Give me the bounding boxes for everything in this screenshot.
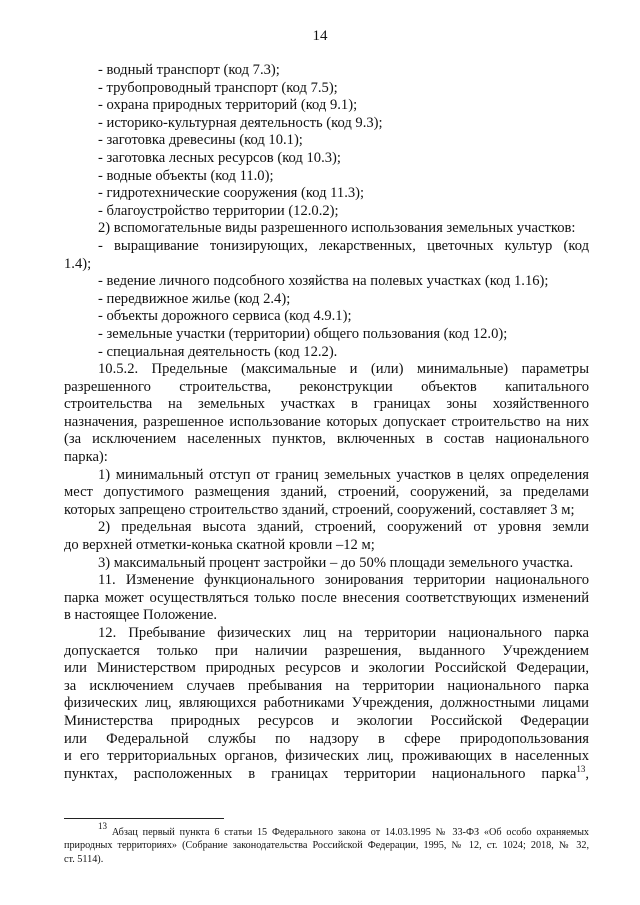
document-body (64, 62, 589, 783)
text-span: пунктах, расположенных в границах территории национального парка (64, 765, 577, 782)
text-line: мест допустимого размещения зданий, строений, сооружений, за пределами (64, 484, 589, 501)
text-line: строительства на земельных участках в границах зоны хозяйственного (64, 396, 589, 413)
footnote-line: ст. 5114). (64, 853, 104, 865)
list-item: - ведение личного подсобного хозяйства на полевых участках (код 1.16); (98, 273, 549, 290)
list-item-continuation: 1.4); (64, 255, 92, 272)
text-line: которых запрещено строительство зданий, строений, сооружений, составляет 3 м; (64, 501, 575, 518)
footnote (64, 821, 590, 866)
text-line: 11. Изменение функционального зонирования территории национального (98, 572, 589, 589)
text-line: физических лиц, являющихся работниками Учреждения, должностными лицами (64, 695, 589, 712)
paragraph-11 (64, 572, 589, 625)
paragraph-10-5-2 (64, 361, 589, 467)
item-min-setback (64, 467, 589, 520)
footnote-number: 13 (98, 821, 107, 831)
text-line: парка): (64, 449, 108, 466)
list-item: - передвижное жилье (код 2.4); (98, 290, 291, 307)
list-item: - водный транспорт (код 7.3); (98, 62, 280, 78)
text-line-with-footnote (64, 763, 589, 784)
text-line: до верхней отметки-конька скатной кровли –12 м; (64, 537, 375, 554)
list-item: - охрана природных территорий (код 9.1); (98, 97, 358, 114)
text-line: за исключением случаев пребывания на территории национального парка (64, 677, 589, 694)
text-line: допускается только при наличии разрешения, выданного Учреждением (64, 642, 589, 659)
list-item: - историко-культурная деятельность (код 9.3); (98, 114, 383, 131)
paragraph-12 (64, 625, 589, 783)
footnote-line: природных территориях» (Собрание законодательства Российской Федерации, 1995, № 12, ст. 1024; 2018, № 32, (64, 840, 589, 852)
footnote-divider (64, 818, 224, 819)
text-line: 2) предельная высота зданий, строений, сооружений от уровня земли (98, 519, 589, 536)
text-line: разрешенного строительства, реконструкции объектов капитального (64, 378, 589, 395)
item-max-coverage: 3) максимальный процент застройки – до 50% площади земельного участка. (98, 554, 574, 571)
footnote-line (64, 821, 590, 839)
list-item: - выращивание тонизирующих, лекарственных, цветочных культур (код (98, 237, 589, 254)
text-line: Министерства природных ресурсов и экологии Российской Федерации (64, 712, 589, 729)
list-item: - трубопроводный транспорт (код 7.5); (98, 79, 338, 96)
text-line: в настоящее Положение. (64, 607, 218, 624)
footnote-reference[interactable]: 13 (576, 763, 586, 774)
list-item: - благоустройство территории (12.0.2); (98, 202, 339, 219)
aux-uses-heading: 2) вспомогательные виды разрешенного использования земельных участков: (98, 220, 576, 237)
text-line: и его территориальных органов, физических лиц, проживающих в населенных (64, 748, 589, 765)
list-item: - земельные участки (территории) общего пользования (код 12.0); (98, 325, 508, 342)
list-item: - заготовка лесных ресурсов (код 10.3); (98, 149, 341, 166)
text-line: или Федеральной службы по надзору в сфере природопользования (64, 730, 589, 747)
page-number: 14 (312, 28, 328, 44)
text-span: , (585, 765, 589, 782)
item-max-height (64, 519, 589, 554)
permitted-uses-list (64, 62, 589, 220)
text-line: назначения, разрешенное использование которых допускает строительство на них (64, 413, 589, 430)
list-item: - специальная деятельность (код 12.2). (98, 343, 338, 360)
text-line: (за исключением населенных пунктов, включенных в состав национального (64, 431, 589, 448)
text-line: 12. Пребывание физических лиц на территории национального парка (98, 625, 589, 641)
list-item: - заготовка древесины (код 10.1); (98, 132, 303, 149)
text-span: Абзац первый пункта 6 статьи 15 Федерального закона от 14.03.1995 № 33-ФЗ «Об особо охраняемых (111, 827, 590, 838)
text-line: 10.5.2. Предельные (максимальные и (или) минимальные) параметры (98, 361, 589, 378)
text-line: или Министерством природных ресурсов и экологии Российской Федерации, (64, 660, 589, 677)
text-line: 1) минимальный отступ от границ земельных участков в целях определения (98, 466, 589, 483)
text-line: парка может осуществляться только после внесения соответствующих изменений (64, 589, 589, 606)
list-item: - водные объекты (код 11.0); (98, 167, 274, 184)
list-item: - гидротехнические сооружения (код 11.3); (98, 185, 365, 202)
aux-uses-list (64, 238, 589, 361)
list-item: - объекты дорожного сервиса (код 4.9.1); (98, 308, 352, 325)
